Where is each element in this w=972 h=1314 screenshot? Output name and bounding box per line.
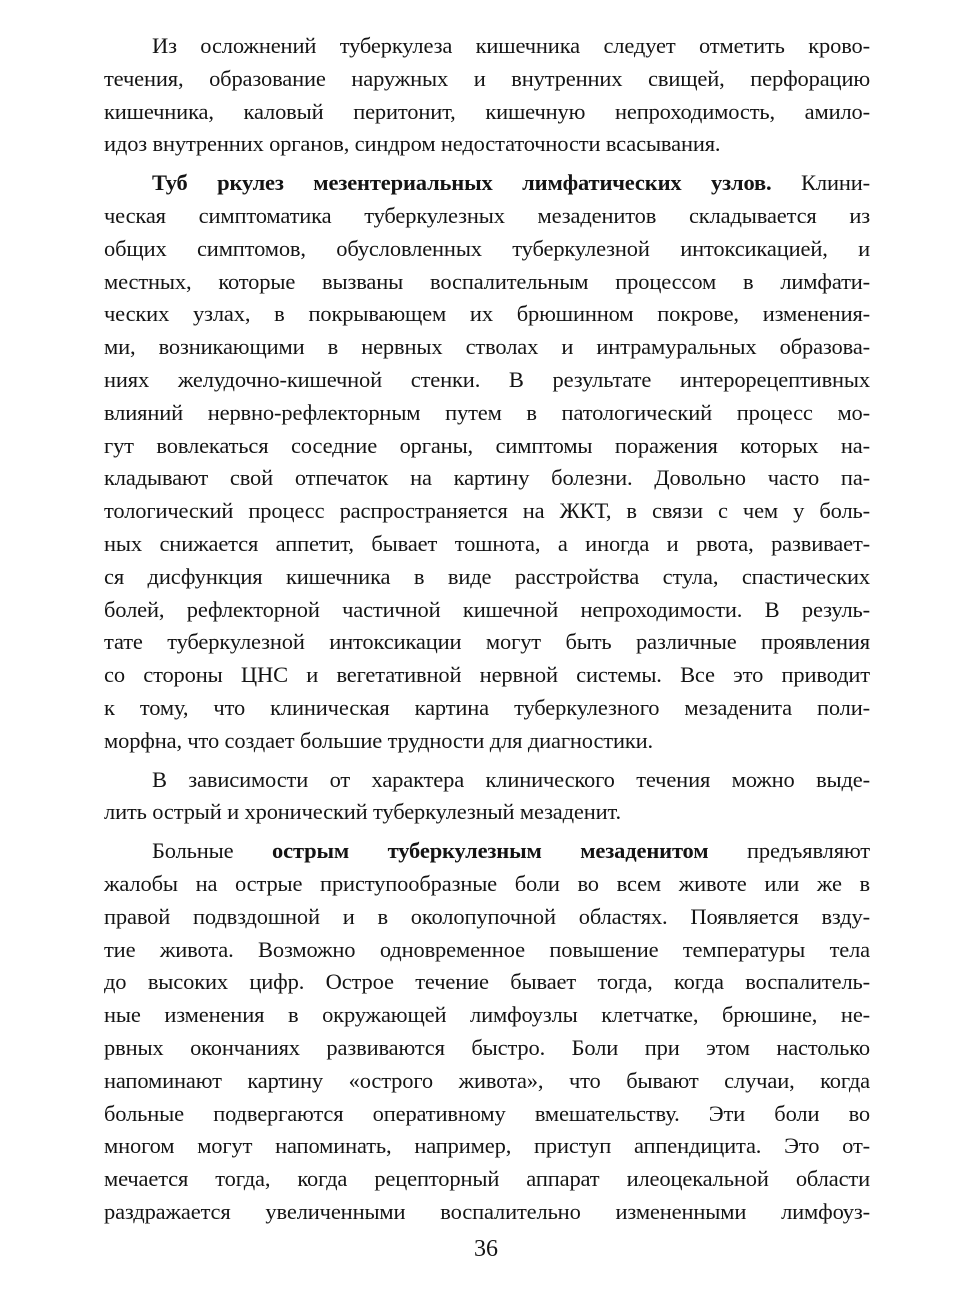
text-run: ные изменения в окружающей лимфоузлы клетчатке, брюшине, не- [104, 1002, 870, 1028]
paragraph [104, 30, 870, 161]
text-run: предъявляют [708, 838, 870, 864]
text-line [104, 30, 870, 63]
text-line [104, 835, 870, 868]
text-run: больные подвергаются оперативному вмешательству. Эти боли во [104, 1100, 870, 1126]
text-line [104, 901, 870, 934]
text-line [104, 1196, 870, 1229]
text-run: местных, которые вызваны воспалительным процессом в лимфати- [104, 268, 870, 294]
text-line [104, 626, 870, 659]
text-line [104, 561, 870, 594]
text-run: мечается тогда, когда рецепторный аппарат илеоцекальной области [104, 1166, 870, 1192]
text-run: ся дисфункция кишечника в виде расстройства стула, спастических [104, 563, 870, 589]
text-line [104, 63, 870, 96]
text-run: кишечника, каловый перитонит, кишечную непроходимость, амило- [104, 98, 870, 124]
text-line [104, 934, 870, 967]
text-run: правой подвздошной и в околопупочной областях. Появляется взду- [104, 903, 870, 929]
text-line [104, 868, 870, 901]
text-line [104, 725, 870, 758]
text-line [104, 462, 870, 495]
text-run: со стороны ЦНС и вегетативной нервной системы. Все это приводит [104, 662, 870, 688]
text-run: Клини- [771, 170, 870, 196]
text-run: ческих узлах, в покрывающем их брюшинном покрове, изменения- [104, 301, 870, 327]
text-run: тологический процесс распространяется на ЖКТ, в связи с чем у боль- [104, 498, 870, 524]
paragraph [104, 835, 870, 1229]
text-run: Больные [152, 838, 273, 864]
text-run: жалобы на острые приступообразные боли во всем животе или же в [104, 870, 870, 896]
text-run: идоз внутренних органов, синдром недостаточности всасывания. [104, 131, 721, 157]
text-line [104, 233, 870, 266]
text-line [104, 1130, 870, 1163]
text-line [104, 764, 870, 797]
text-line [104, 594, 870, 627]
text-run: гут вовлекаться соседние органы, симптомы поражения которых на- [104, 432, 870, 458]
text-run: тие живота. Возможно одновременное повышение температуры тела [104, 936, 870, 962]
text-line [104, 200, 870, 233]
text-line [104, 298, 870, 331]
paragraph [104, 764, 870, 830]
text-line [104, 1065, 870, 1098]
text-line [104, 397, 870, 430]
text-line [104, 364, 870, 397]
text-run: раздражается увеличенными воспалительно измененными лимфоуз- [104, 1198, 870, 1224]
bold-term: Туб ркулез мезентериальных лимфатических узлов. [152, 170, 772, 196]
text-line [104, 528, 870, 561]
text-run: к тому, что клиническая картина туберкулезного мезаденита поли- [104, 694, 870, 720]
text-line [104, 659, 870, 692]
text-line [104, 1098, 870, 1131]
text-line [104, 331, 870, 364]
bold-term: острым туберкулезным мезаденитом [272, 838, 709, 864]
text-line [104, 430, 870, 463]
text-run: морфна, что создает большие трудности для диагностики. [104, 727, 654, 753]
text-run: ческая симптоматика туберкулезных мезаденитов складывается из [104, 202, 870, 228]
text-line [104, 692, 870, 725]
text-run: В зависимости от характера клинического течения можно выде- [152, 766, 870, 792]
text-line [104, 128, 870, 161]
text-line [104, 495, 870, 528]
text-run: напоминают картину «острого живота», что бывают случаи, когда [104, 1067, 870, 1093]
paragraph [104, 167, 870, 757]
text-run: болей, рефлекторной частичной кишечной непроходимости. В резуль- [104, 596, 870, 622]
text-line [104, 796, 870, 829]
text-run: течения, образование наружных и внутренних свищей, перфорацию [104, 65, 870, 91]
text-run: кладывают свой отпечаток на картину болезни. Довольно часто па- [104, 465, 870, 491]
text-line [104, 266, 870, 299]
text-line [104, 1163, 870, 1196]
text-run: рвных окончаниях развиваются быстро. Боли при этом настолько [104, 1034, 870, 1060]
text-line [104, 966, 870, 999]
text-run: до высоких цифр. Острое течение бывает тогда, когда воспалитель- [104, 969, 870, 995]
text-run: лить острый и хронический туберкулезный мезаденит. [104, 799, 622, 825]
text-run: ми, возникающими в нервных стволах и интрамуральных образова- [104, 334, 870, 360]
text-line [104, 1032, 870, 1065]
text-run: ниях желудочно-кишечной стенки. В результате интерорецептивных [104, 366, 870, 392]
text-run: влияний нервно-рефлекторным путем в патологический процесс мо- [104, 399, 870, 425]
text-run: Из осложнений туберкулеза кишечника следует отметить крово- [152, 33, 870, 58]
text-line [104, 167, 870, 200]
text-run: тате туберкулезной интоксикации могут быть различные проявления [104, 629, 870, 655]
text-line [104, 999, 870, 1032]
page-number: 36 [474, 1236, 498, 1262]
text-run: ных снижается аппетит, бывает тошнота, а иногда и рвота, развивает- [104, 530, 870, 556]
text-run: общих симптомов, обусловленных туберкулезной интоксикацией, и [104, 235, 870, 261]
text-line [104, 96, 870, 129]
text-run: многом могут напоминать, например, приступ аппендицита. Это от- [104, 1133, 870, 1159]
body-text [104, 30, 870, 1229]
